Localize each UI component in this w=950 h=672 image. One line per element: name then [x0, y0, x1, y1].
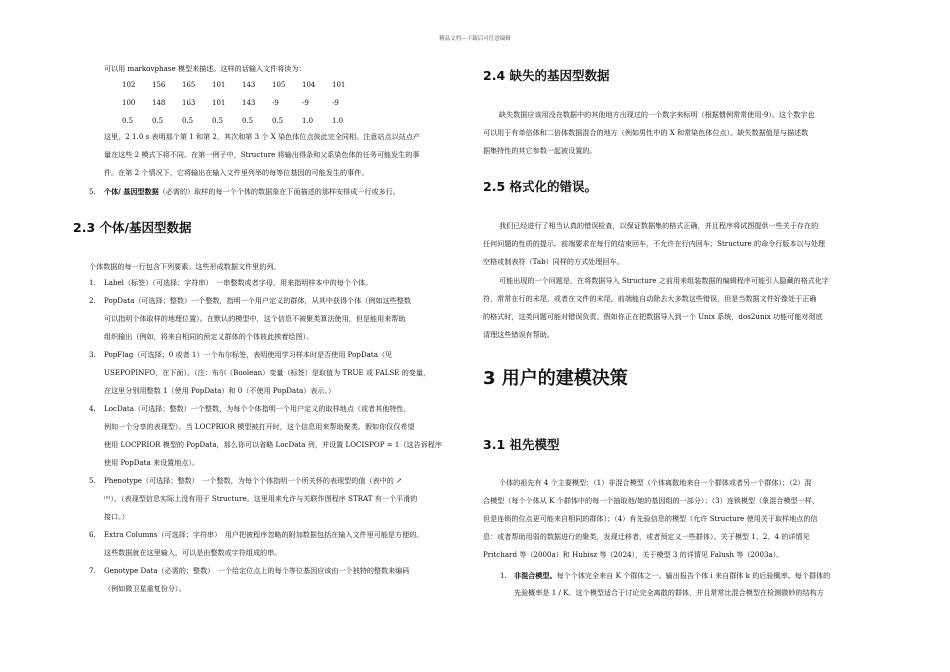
- list-item-line: 例如一个分享的表现型）。当 LOCPRIOR 模型被打开时，这个信息用来帮助聚类。假如你仅仅希望: [104, 422, 415, 431]
- after-matrix-line: 件。在第 2 个情况下，它将输出在输入文件里列举的每等位基因的可能发生的事件。: [104, 168, 369, 177]
- list-item-number: 5.: [89, 476, 96, 485]
- list-item-line: 使用 LOCPRIOR 模型的 PopData，那么你可以省略 LocData 列，并设置 LOCISPOP = 1（这告诉程序: [104, 440, 442, 449]
- list-item-line: 接口。）: [104, 512, 129, 521]
- after-matrix-line: 这里，2 1.0 s 表明那个第 1 和第 2，其次和第 3 个 X 染色体位点彼此完全同相。注意站点以站点产: [104, 132, 420, 141]
- paragraph-line: 缺失数据应该用没在数据中的其他地方出现过的一个数字来标明（根据惯例常常使用-9）。这个数字也: [499, 110, 815, 119]
- matrix-cell: 1.0: [302, 117, 314, 125]
- list-item-line: 可以指明个体取样的地理位置）。在默认的模型中，这个信息不被聚类算法使用，但是能用来帮助: [104, 314, 406, 323]
- list-item-line: PopData（可选择；整数）一个整数，指明一个用户定义的群体，从其中获得个体（例如这些整数: [104, 296, 411, 305]
- paragraph-line: 的格式时，这类问题可能对错误负责。假如你正在把数据导入到一个 Unix 系统，dos2unix 功能可能对彻底: [483, 312, 823, 321]
- matrix-cell: 0.5: [182, 117, 194, 125]
- item5-rest: （必需的）取样的每一个个体的数据象在下面描述的那样安排成一行或多行。: [158, 187, 400, 196]
- matrix-cell: 101: [212, 81, 226, 89]
- paragraph-line: 可以用于有单倍体和二倍体数据混合的地方（例如男性中的 X 和常染色体位点）。缺失数据值是与描述数: [483, 128, 809, 137]
- item5-number: 5.: [89, 187, 96, 196]
- list-item-line: 在这里分别用整数 1（使用 PopData）和 0（不使用 PopData）表示。）: [104, 386, 336, 395]
- list-item-line: LocData（可选择；整数）一个整数，为每个个体指明一个用户定义的取样地点（或者其他特性，: [104, 404, 411, 413]
- list-item-line: 这些数据就在这里输入，可以是由整数或字符组成的串。: [104, 548, 282, 557]
- list-item-line: USEPOPINFO，在下面）。（注：布尔（Boolean）变量（标签）是取值为 TRUE 或 FALSE 的变量，: [104, 368, 431, 377]
- item5-bold: 个体/ 基因型数据: [104, 187, 159, 196]
- list-item-line: 使用 PopData 来设置地点）。: [104, 458, 200, 467]
- list-item-line: （例如微卫星重复份分）。: [104, 584, 186, 593]
- list-item-line: Phenotype（可选择；整数） 一个整数，为每个个体指明一个所关怀的表现型的值（表中的 ↗: [104, 476, 402, 485]
- matrix-cell: -9: [272, 99, 279, 107]
- paragraph-line: 空格或制表符（Tab）同样的方式处理回车。: [483, 257, 624, 266]
- paragraph-line: 可能出现的一个问题是，在将数据导入 Structure 之前用来组装数据的编辑程序可能引入隐藏的格式化字: [499, 276, 830, 285]
- paragraph-line: 清理这些错误有帮助。: [483, 330, 554, 339]
- matrix-cell: 165: [182, 81, 196, 89]
- matrix-cell: 104: [302, 81, 316, 89]
- after-matrix-line: 量在这些 2 模式下将不同。在第一例子中，Structure 将输出得条和父系染色体的任务可能发生的事: [104, 150, 420, 159]
- paragraph-line: 合模型（每个个体从 K 个群体中的每一个抽取他/她的基因组的一部分）；（3）连锁模型（象混合模型一样，: [483, 496, 819, 505]
- matrix-cell: 156: [152, 81, 166, 89]
- list-item-line: Genotype Data（必需的；整数） 一个给定位点上的每个等位基因应该由一个独特的整数来编码: [104, 566, 410, 575]
- matrix-cell: 0.5: [242, 117, 254, 125]
- matrix-cell: 102: [122, 81, 136, 89]
- model1-line-2: 先验概率是 1 / K。这个模型适合于讨论完全离散的群体，并且常常比混合模型在检测微妙的结构方: [514, 588, 824, 597]
- matrix-cell: 0.5: [122, 117, 134, 125]
- section-2-5-heading: 2.5 格式化的错误。: [483, 179, 597, 194]
- list-item-line: Label（标签）（可选择；字符串） 一串整数或者字母，用来指明样本中的每个个体。: [104, 278, 373, 287]
- matrix-cell: 105: [272, 81, 286, 89]
- page-header: 精品文档---下载后可任意编辑: [439, 36, 511, 42]
- matrix-row: [122, 99, 362, 117]
- matrix-cell: 100: [122, 99, 136, 107]
- section-3-heading: 3 用户的建模决策: [483, 368, 628, 389]
- matrix-cell: 1.0: [332, 117, 344, 125]
- matrix-cell: 143: [242, 99, 256, 107]
- list-item-number: 2.: [89, 296, 96, 305]
- matrix-cell: 0.5: [152, 117, 164, 125]
- list-item-line: PopFlag（可选择；0 或者 1）一个布尔标签，表明使用学习样本时是否使用 PopData（见: [104, 350, 393, 359]
- model1-title: 非混合模型。: [514, 571, 557, 580]
- model1-bold: [514, 571, 830, 581]
- paragraph-line: 个体的祖先有 4 个主要模型：（1）非混合模型（个体离散地来自一个群体或者另一个群体）；（2）混: [499, 478, 812, 487]
- list-item-number: 7.: [89, 566, 96, 575]
- intro-text: 可以用 markovphase 模型来描述。这样的话输入文件将读为：: [104, 64, 306, 73]
- paragraph-line: 据集特性的其它参数一起被设置的。: [483, 146, 597, 155]
- paragraph-line: Pritchard 等（2000a）和 Hubisz 等（2024），关于模型 3 的详情见 Falush 等（2003a）。: [483, 550, 784, 559]
- model1-number: 1.: [500, 571, 507, 580]
- matrix-cell: 143: [242, 81, 256, 89]
- paragraph-line: 符，常常在行的末尾，或者在文件的末尾。前端能自动除去大多数这些错误，但是当数据文件好像处于正确: [483, 294, 817, 303]
- list-item-line: Extra Columns（可选择；字符串） 用户把被程序忽略的附加数据包括在输入文件里可能是方便的。: [104, 530, 424, 539]
- matrix-cell: 0.5: [272, 117, 284, 125]
- paragraph-line: 但是连锁的位点更可能来自相同的群体）；（4）有先验信息的模型（允许 Structure 使用关于取样地点的信: [483, 514, 818, 523]
- matrix-cell: -9: [332, 99, 339, 107]
- item5-text: [104, 187, 400, 197]
- matrix-cell: 163: [182, 99, 196, 107]
- list-item-line: ⁽ᵅ⁾）。（表现型信息实际上没有用于 Structure。这里用来允许与关联作图程序 STRAT 有一个平滑的: [104, 494, 418, 503]
- section-2-4-heading: 2.4 缺失的基因型数据: [483, 68, 610, 83]
- rows-intro: 个体数据的每一行包含下列要素。这些形成数据文件里的列。: [89, 262, 281, 271]
- paragraph-line: 任何问题的性质的提示。前端要求在每行的结束回车，不允许在行内回车；Structure 的命令行版本以与处理: [483, 239, 825, 248]
- section-2-3-heading: 2.3 个体/基因型数据: [73, 220, 192, 235]
- list-item-line: 组织输出（例如，将来自相同的预定义群体的个体彼此挨着绘图）。: [104, 332, 314, 341]
- matrix-cell: -9: [302, 99, 309, 107]
- list-item-number: 3.: [89, 350, 96, 359]
- matrix-cell: 0.5: [212, 117, 224, 125]
- matrix-row: [122, 81, 362, 99]
- list-item-number: 6.: [89, 530, 96, 539]
- matrix-cell: 101: [212, 99, 226, 107]
- list-item-number: 4.: [89, 404, 96, 413]
- matrix-cell: 101: [332, 81, 346, 89]
- paragraph-line: 我们已经进行了相当认真的错误检查，以保证数据集的格式正确，并且程序将试图提供一些关于存在的: [499, 221, 819, 230]
- genotype-matrix: [122, 81, 362, 135]
- matrix-cell: 148: [152, 99, 166, 107]
- model1-line-1: 每个个体完全来自 K 个群体之一。输出报告个体 i 来自群体 k 的后验概率。每个群体的: [556, 571, 831, 580]
- paragraph-line: 息：或者帮助用弱的数据进行的聚类，发现迁移者，或者预定义一些群体）。关于模型 1、2、4 的详情见: [483, 532, 810, 541]
- section-3-1-heading: 3.1 祖先模型: [483, 437, 560, 452]
- list-item-number: 1.: [89, 278, 96, 287]
